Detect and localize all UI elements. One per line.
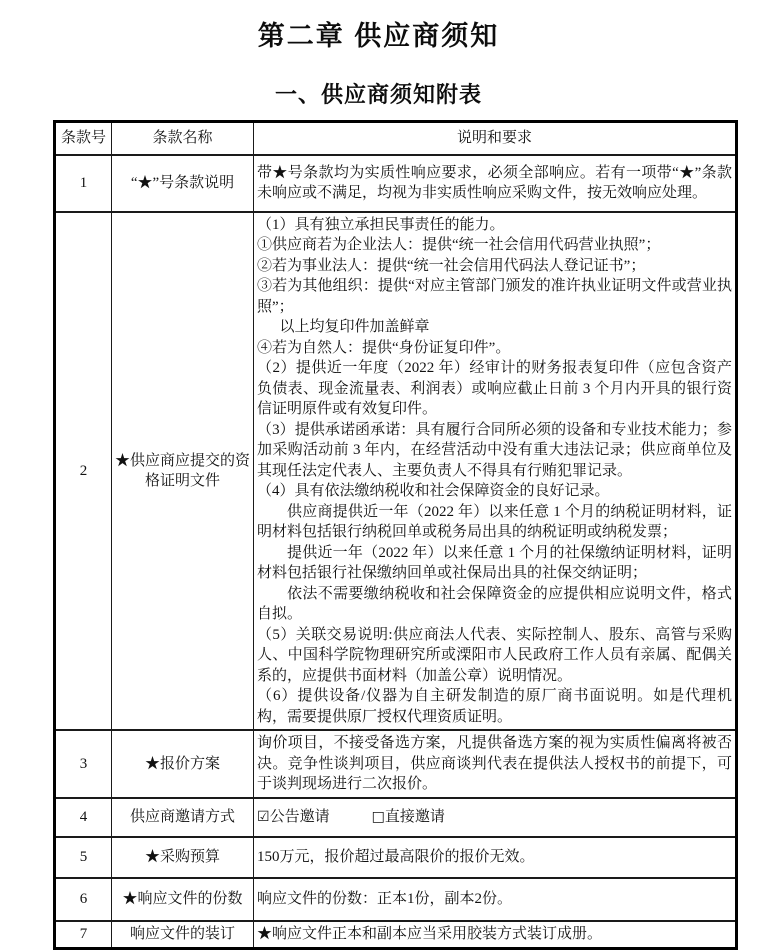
clause-desc-cell <box>254 878 737 921</box>
clause-name-cell: 响应文件的装订 <box>112 921 254 949</box>
clause-desc-paragraph: ③若为其他组织：提供“对应主管部门颁发的准许执业证明文件或营业执照”； <box>257 278 732 315</box>
clause-desc-cell <box>254 798 737 837</box>
supplier-notice-table <box>53 120 738 950</box>
clause-name-cell: ★报价方案 <box>112 730 254 798</box>
section-subtitle: 一、供应商须知附表 <box>274 82 482 107</box>
clause-desc-cell <box>254 155 737 212</box>
clause-desc-paragraph: 供应商提供近一年（2022 年）以来任意 1 个月的纳税证明材料，证明材料包括银行纳税回单或税务局出具的纳税证明或纳税发票； <box>257 503 732 540</box>
table-row <box>55 921 737 949</box>
checkbox-unchecked-icon: □ <box>371 809 385 825</box>
clause-name-cell: “★”号条款说明 <box>112 155 254 212</box>
table-row <box>55 730 737 798</box>
clause-name-cell: ★响应文件的份数 <box>112 878 254 921</box>
table-row <box>55 878 737 921</box>
clause-desc-paragraph: ④若为自然人：提供“身份证复印件”。 <box>257 339 511 356</box>
clause-desc-cell <box>254 730 737 798</box>
clause-no-cell: 2 <box>55 212 112 731</box>
clause-desc-text: ★响应文件正本和副本应当采用胶装方式装订成册。 <box>257 926 603 942</box>
clause-no-cell: 3 <box>55 730 112 798</box>
clause-desc-text: 询价项目，不接受备选方案，凡提供备选方案的视为实质性偏离将被否决。竞争性谈判项目，供应商谈判代表在提供法人授权书的前提下，可于谈判现场进行二次报价。 <box>257 735 732 792</box>
header-clause-name: 条款名称 <box>112 122 254 155</box>
table-row <box>55 212 737 731</box>
clause-name-cell: ★采购预算 <box>112 837 254 878</box>
clause-no-cell: 4 <box>55 798 112 837</box>
clause-desc-paragraph: （3）提供承诺函承诺：具有履行合同所必须的设备和专业技术能力；参加采购活动前 3 年内，在经营活动中没有重大违法记录；供应商单位及其现任法定代表人、主要负责人不得具有行贿犯罪记录。 <box>257 421 732 479</box>
invitation-options <box>257 807 732 827</box>
clause-desc-cell <box>254 837 737 878</box>
table-row <box>55 155 737 212</box>
clause-desc-text: 带★号条款均为实质性响应要求，必须全部响应。若有一项带“★”条款未响应或不满足，均视为非实质性响应采购文件，按无效响应处理。 <box>257 164 732 201</box>
clause-desc-text: 150万元，报价超过最高限价的报价无效。 <box>257 848 535 865</box>
option-label: 直接邀请 <box>384 809 445 825</box>
clause-desc-text: 响应文件的份数：正本1份，副本2份。 <box>257 890 513 907</box>
option-label: 公告邀请 <box>269 809 330 825</box>
table-row <box>55 837 737 878</box>
header-clause-desc: 说明和要求 <box>254 122 737 155</box>
table-row <box>55 798 737 837</box>
clause-desc-paragraph: （1）具有独立承担民事责任的能力。 <box>257 216 505 233</box>
clause-no-cell: 6 <box>55 878 112 921</box>
checkbox-checked-icon: ☑ <box>257 809 270 825</box>
clause-desc-paragraph: 提供近一年（2022 年）以来任意 1 个月的社保缴纳证明材料，证明材料包括银行社保缴纳回单或社保局出具的社保交纳证明； <box>257 544 732 581</box>
chapter-title: 第二章 供应商须知 <box>257 21 500 51</box>
clause-desc-paragraph: ①供应商若为企业法人：提供“统一社会信用代码营业执照”； <box>257 237 661 253</box>
header-clause-no: 条款号 <box>55 122 112 155</box>
clause-no-cell: 1 <box>55 155 112 212</box>
clause-desc-paragraph: 依法不需要缴纳税收和社会保障资金的应提供相应说明文件，格式自拟。 <box>257 585 732 622</box>
clause-no-cell: 5 <box>55 837 112 878</box>
clause-desc-cell <box>254 212 737 731</box>
option-public-invitation <box>257 807 330 827</box>
clause-desc-paragraph: （4）具有依法缴纳税收和社会保障资金的良好记录。 <box>257 483 610 499</box>
table-header-row <box>55 122 737 155</box>
clause-desc-paragraph: ②若为事业法人：提供“统一社会信用代码法人登记证书”； <box>257 257 646 274</box>
clause-no-cell: 7 <box>55 921 112 949</box>
clause-desc-cell <box>254 921 737 949</box>
clause-desc-paragraph: 以上均复印件加盖鲜章 <box>279 319 430 335</box>
option-direct-invitation <box>372 807 445 827</box>
clause-desc-paragraph: （2）提供近一年度（2022 年）经审计的财务报表复印件（应包含资产负债表、现金流量表、利润表）或响应截止日前 3 个月内开具的银行资信证明原件或有效复印件。 <box>257 360 732 417</box>
clause-desc-paragraph: （5）关联交易说明:供应商法人代表、实际控制人、股东、高管与采购人、中国科学院物理研究所或溧阳市人民政府工作人员有亲属、配偶关系的，应提供书面材料（加盖公章）说明情况。 <box>257 626 732 684</box>
clause-name-cell: ★供应商应提交的资格证明文件 <box>112 212 254 731</box>
clause-desc-paragraph: （6）提供设备/仪器为自主研发制造的原厂商书面说明。如是代理机构，需要提供原厂授权代理资质证明。 <box>257 688 732 725</box>
clause-name-cell: 供应商邀请方式 <box>112 798 254 837</box>
